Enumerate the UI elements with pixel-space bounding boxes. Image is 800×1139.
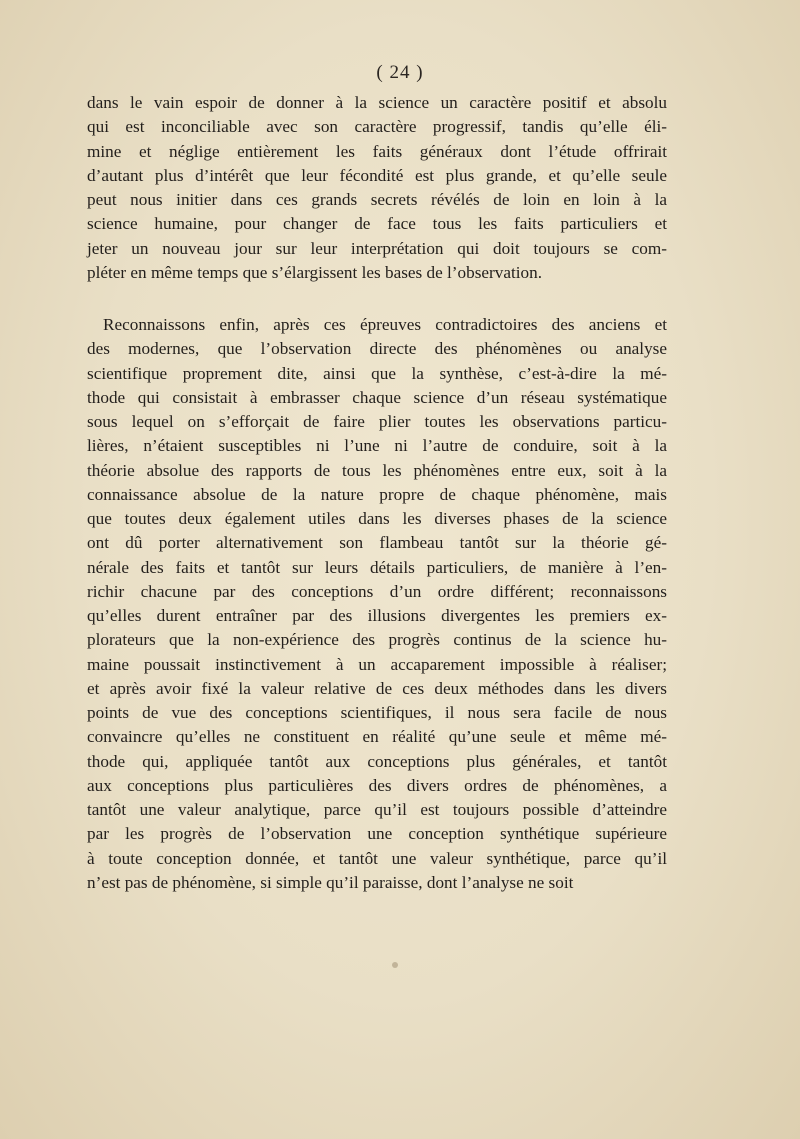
page-number: ( 24 ) bbox=[376, 62, 424, 83]
text-line: que toutes deux également utiles dans les diverses phases de la science bbox=[87, 509, 667, 528]
text-line: ont dû porter alternativement son flambeau tantôt sur la théorie gé- bbox=[87, 533, 667, 553]
text-line: dans le vain espoir de donner à la science un caractère positif et absolu bbox=[87, 93, 667, 112]
text-line: thode qui, appliquée tantôt aux conceptions plus générales, et tantôt bbox=[87, 751, 667, 771]
text-line: nérale des faits et tantôt sur leurs détails particuliers, de manière à l’en- bbox=[87, 557, 667, 577]
text-line: thode qui consistait à embrasser chaque science d’un réseau systématique bbox=[87, 387, 667, 407]
text-line: peut nous initier dans ces grands secrets révélés de loin en loin à la bbox=[87, 190, 667, 209]
text-line: théorie absolue des rapports de tous les phénomènes entre eux, soit à la bbox=[87, 460, 667, 480]
text-line: scientifique proprement dite, ainsi que la synthèse, c’est-à-dire la mé- bbox=[87, 363, 667, 383]
paper-stain bbox=[392, 962, 398, 968]
text-line: science humaine, pour changer de face tous les faits particuliers et bbox=[87, 214, 667, 234]
text-line: et après avoir fixé la valeur relative de ces deux méthodes dans les divers bbox=[87, 678, 667, 698]
text-line: à toute conception donnée, et tantôt une valeur synthétique, parce qu’il bbox=[87, 848, 667, 868]
text-line: qui est inconciliable avec son caractère progressif, tandis qu’elle éli- bbox=[87, 117, 667, 137]
text-line: sous lequel on s’efforçait de faire plier toutes les observations particu- bbox=[87, 412, 667, 431]
text-line: d’autant plus d’intérêt que leur fécondité est plus grande, et qu’elle seule bbox=[87, 165, 667, 185]
text-line: maine poussait instinctivement à un accaparement impossible à réaliser; bbox=[87, 654, 667, 674]
text-line: aux conceptions plus particulières des divers ordres de phénomènes, a bbox=[87, 775, 667, 795]
text-line: lières, n’étaient susceptibles ni l’une ni l’autre de conduire, soit à la bbox=[87, 436, 667, 456]
text-line: par les progrès de l’observation une conception synthétique supérieure bbox=[87, 824, 667, 844]
text-line: points de vue des conceptions scientifiques, il nous sera facile de nous bbox=[87, 703, 667, 722]
text-line: pléter en même temps que s’élargissent les bases de l’observation. bbox=[87, 262, 543, 282]
text-line: des modernes, que l’observation directe des phénomènes ou analyse bbox=[87, 339, 667, 359]
text-line: n’est pas de phénomène, si simple qu’il paraisse, dont l’analyse ne soit bbox=[87, 872, 574, 892]
text-line: richir chacune par des conceptions d’un ordre différent; reconnaissons bbox=[87, 581, 667, 601]
paragraph-2 bbox=[87, 313, 667, 895]
text-line: convaincre qu’elles ne constituent en réalité qu’une seule et même mé- bbox=[87, 727, 667, 747]
text-line: qu’elles durent entraîner par des illusions divergentes les premiers ex- bbox=[87, 606, 667, 625]
text-line: Reconnaissons enfin, après ces épreuves contradictoires des anciens et bbox=[103, 315, 667, 334]
text-line: plorateurs que la non-expérience des progrès continus de la science hu- bbox=[87, 630, 667, 650]
text-line: mine et néglige entièrement les faits généraux dont l’étude offrirait bbox=[87, 141, 667, 161]
text-line: jeter un nouveau jour sur leur interprétation qui doit toujours se com- bbox=[87, 238, 667, 258]
paragraph-1 bbox=[87, 91, 667, 285]
text-line: connaissance absolue de la nature propre de chaque phénomène, mais bbox=[87, 484, 667, 504]
text-line: tantôt une valeur analytique, parce qu’il est toujours possible d’atteindre bbox=[87, 800, 667, 819]
